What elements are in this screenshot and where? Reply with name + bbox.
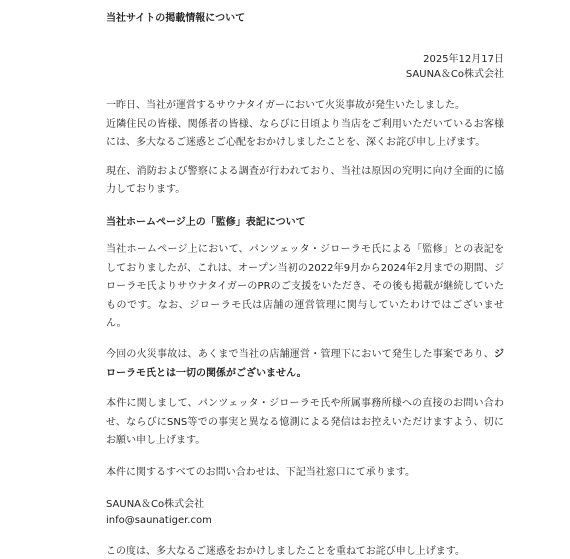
- page-title: 当社サイトの掲載情報について: [106, 13, 246, 24]
- contact-email[interactable]: info@saunatiger.com: [106, 514, 212, 526]
- paragraph-no-relation-text: 今回の火災事故は、あくまで当社の店舗運営・管理下において発生した事案であり、: [106, 348, 494, 360]
- paragraph-inquiries: 本件に関するすべてのお問い合わせは、下記当社窓口にて承ります。: [106, 466, 415, 478]
- contact-block: [106, 497, 504, 529]
- contact-company: SAUNA＆Co株式会社: [106, 498, 205, 510]
- paragraph-incident-apology: 近隣住民の皆様、関係者の皆様、ならびに日頃より当店をご利用いただいているお客様には、多大なるご迷惑とご心配をおかけしましたことを、深くお詫び申し上げます。: [106, 118, 504, 149]
- paragraph-incident-line1: 一昨日、当社が運営するサウナタイガーにおいて火災事故が発生いたしました。: [106, 100, 465, 111]
- paragraph-supervision: 当社ホームページ上において、パンツェッタ・ジローラモ氏による「監修」との表記をしておりましたが、これは、オープン当初の2022年9月から2024年2月までの期間、ジローラモ氏よりサウナタイガーのPRのご支援をいただき、その後も掲載が継続していたものです。なお、ジローラモ氏は店舗の運営管理に関与していたわけではございません。: [106, 243, 504, 330]
- paragraph-no-relation-emphasis: ジローラモ氏とは一切の関係がございません。: [106, 348, 504, 379]
- notice-meta: [106, 52, 504, 82]
- issuer-company: SAUNA＆Co株式会社: [405, 69, 504, 80]
- paragraph-investigation: 現在、消防および警察による調査が行われており、当社は原因の究明に向け全面的に協力しております。: [106, 165, 504, 196]
- notice-date: 2025年12月17日: [423, 54, 504, 65]
- paragraph-no-relation: [106, 346, 504, 383]
- section-heading-supervision: 当社ホームページ上の「監修」表記について: [106, 216, 306, 228]
- paragraph-request: 本件に関しまして、パンツェッタ・ジローラモ氏や所属事務所様への直接のお問い合わせ、ならびにSNS等での事実と異なる憶測による発信はお控えいただけますよう、切にお願い申し上げます。: [106, 398, 504, 447]
- paragraph-closing: この度は、多大なるご迷惑をおかけしましたことを重ねてお詫び申し上げます。: [106, 545, 465, 557]
- paragraph-incident: [106, 97, 504, 153]
